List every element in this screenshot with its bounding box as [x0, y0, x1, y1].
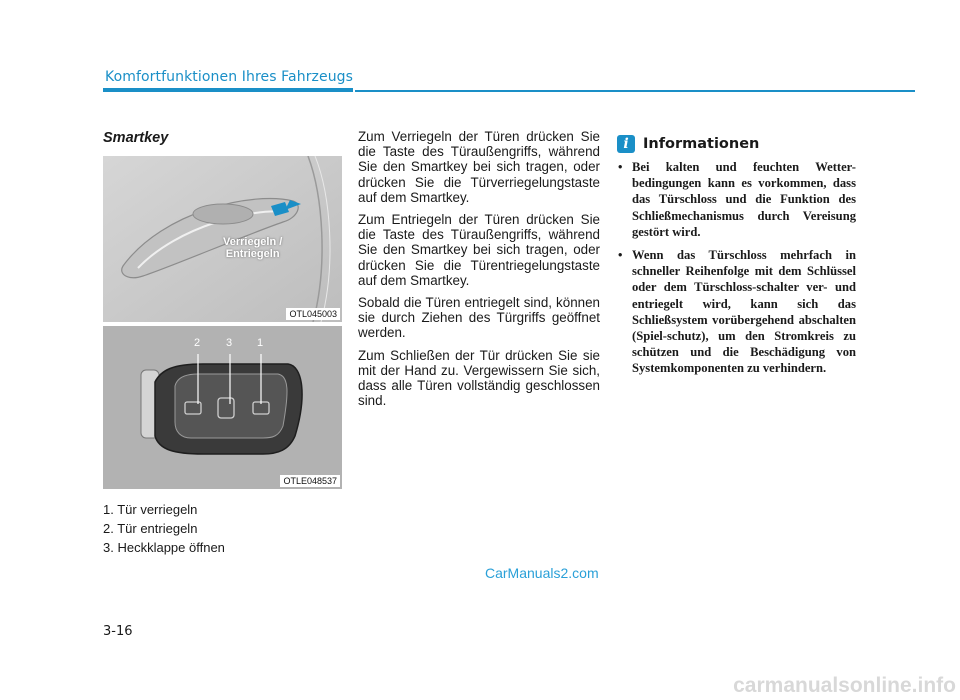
door-handle-label-line1: Verriegeln /: [223, 236, 283, 248]
info-box-header: [617, 135, 759, 153]
bullet-icon: •: [618, 160, 623, 174]
body-paragraph: Zum Schließen der Tür drücken Sie sie mit der Hand zu. Vergewissern Sie sich, dass alle Türen vollständig geschlossen sind.: [358, 347, 600, 409]
page-number: 3-16: [103, 624, 133, 639]
site-watermark: carmanualsonline.info: [733, 674, 956, 697]
body-paragraph: Zum Verriegeln der Türen drücken Sie die Taste des Türaußengriffs, während Sie den Smartkey bei sich tragen, oder drücken Sie die Türverriegelungstaste auf dem Smartkey.: [358, 129, 600, 205]
figure-code: OTLE048537: [280, 475, 340, 487]
info-list: [618, 159, 856, 384]
info-icon: i: [617, 135, 635, 153]
header-rule-thick: [103, 88, 353, 92]
smartkey-illustration: [103, 326, 342, 489]
key-number-1: 1: [257, 337, 264, 349]
door-handle-label-line2: Entriegeln: [225, 248, 280, 260]
watermark-link[interactable]: CarManuals2.com: [485, 565, 599, 581]
key-number-2: 2: [194, 337, 201, 349]
caption-item: 1. Tür verriegeln: [103, 502, 198, 517]
header-rule-thin: [355, 90, 915, 92]
body-paragraph: Sobald die Türen entriegelt sind, können sie durch Ziehen des Türgriffs geöffnet werden.: [358, 295, 600, 341]
info-title: Informationen: [643, 136, 760, 152]
section-header-title: Komfortfunktionen Ihres Fahrzeugs: [105, 69, 354, 85]
key-number-3: 3: [226, 337, 233, 349]
body-paragraph: Zum Entriegeln der Türen drücken Sie die Taste des Türaußengriffs, während Sie den Smartkey bei sich tragen, oder drücken Sie die Türentriegelungstaste auf dem Smartkey.: [358, 212, 600, 288]
figure-code: OTL045003: [286, 308, 340, 320]
section-title: Smartkey: [103, 130, 169, 146]
figure-captions: [103, 500, 225, 557]
smartkey-figure: [103, 326, 342, 489]
info-item: • Bei kalten und feuchten Wetter-bedingungen kann es vorkommen, dass das Türschloss und die Funktion des Schließmechanismus durch Vereisung gestört wird.: [618, 160, 856, 239]
caption-item: 2. Tür entriegeln: [103, 521, 198, 536]
caption-item: 3. Heckklappe öffnen: [103, 540, 225, 555]
bullet-icon: •: [618, 248, 623, 263]
door-handle-figure: [103, 156, 342, 322]
body-text: [358, 129, 600, 415]
info-item: • Wenn das Türschloss mehrfach in schneller Reihenfolge mit dem Schlüssel oder dem Türschloss-schalter ver- und entriegelt wird, kann sich das Schließsystem vorübergehend abschalten (Spiel-schutz), um den Stromkreis zu schützen und die Beschädigung von Systemkomponenten zu verhindern.: [618, 248, 856, 376]
